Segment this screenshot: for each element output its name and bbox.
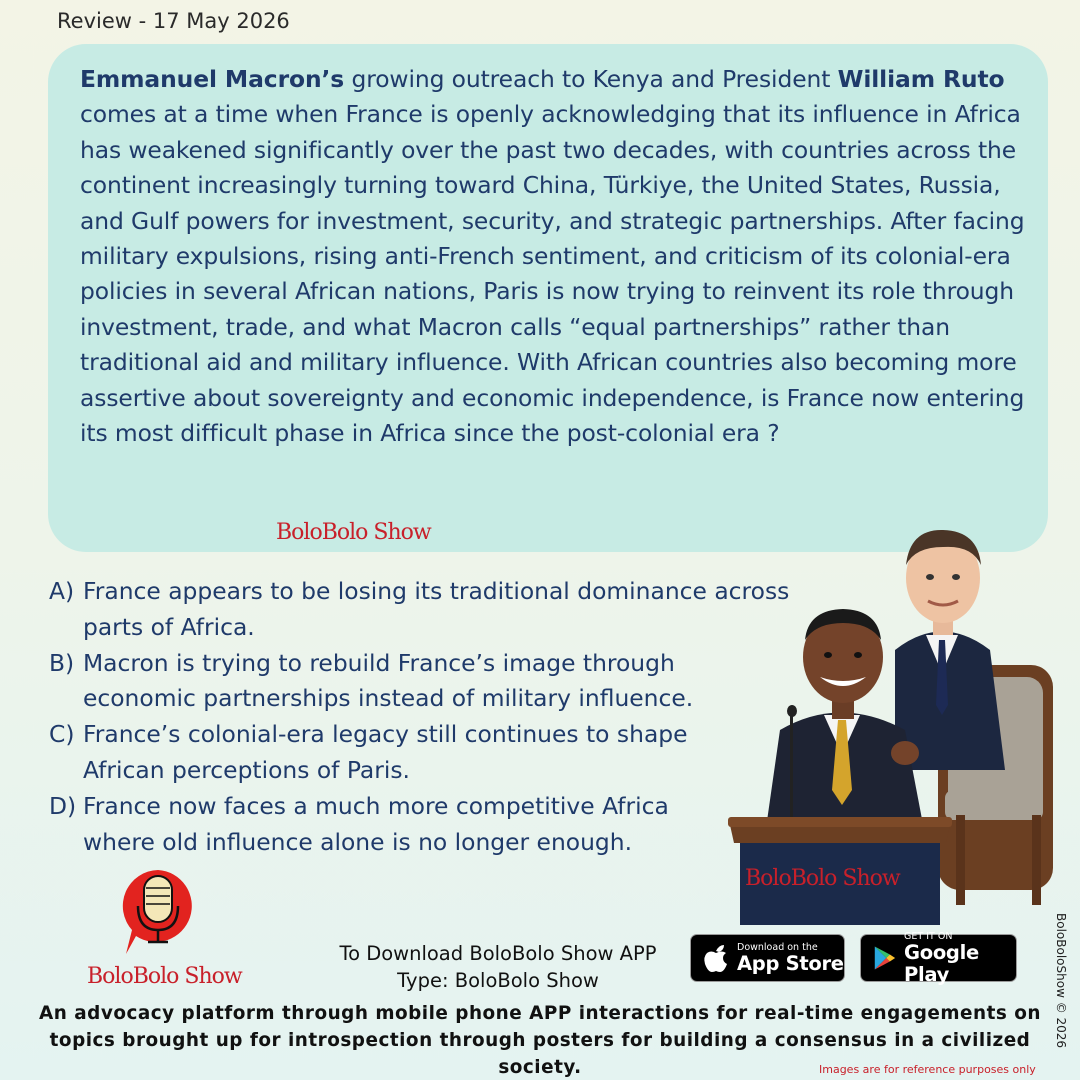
card-brand: BoloBolo Show	[276, 520, 431, 545]
logo-brand: BoloBolo Show	[87, 964, 242, 989]
tagline: An advocacy platform through mobile phone APP interactions for real-time engagements on topics brought up for introspection through posters for building a consensus in a civilized society.	[39, 1003, 1041, 1078]
google-play-small: GET IT ON	[904, 930, 953, 942]
option-letter: C)	[49, 720, 75, 749]
podium-brand: BoloBolo Show	[745, 866, 900, 891]
download-line1: To Download BoloBolo Show APP	[339, 942, 657, 965]
option-text: France now faces a much more competitive Africa where old influence alone is no longer enough.	[83, 791, 669, 856]
question-part2: comes at a time when France is openly acknowledging that its influence in Africa has weakened significantly over the past two decades, with countries across the continent increasingly turning toward China, Türkiye, the United States, Russia, and Gulf powers for investment, security, and strategic partnerships. After facing military expulsions, rising anti-French sentiment, and criticism of its colonial-era policies in several African nations, Paris is now trying to reinvent its role through investment, trade, and what Macron calls “equal partnerships” rather than traditional aid and military influence. With African countries also becoming more assertive about sovereignty and economic independence, is France now entering its most difficult phase in Africa since the post-colonial era ?	[80, 100, 1025, 448]
figure-back	[895, 530, 1005, 770]
play-icon	[873, 944, 896, 972]
name-ruto: William Ruto	[837, 65, 1005, 93]
disclaimer: Images are for reference purposes only	[819, 1063, 1036, 1076]
google-play-button[interactable]	[860, 930, 1017, 986]
option-letter: B)	[49, 648, 75, 677]
review-date: Review - 17 May 2026	[57, 9, 290, 33]
question-part1: growing outreach to Kenya and President	[344, 65, 838, 93]
option-letter: D)	[49, 791, 77, 820]
apple-icon	[703, 943, 729, 973]
download-instructions	[330, 940, 666, 994]
bolobolo-logo	[118, 866, 198, 958]
app-store-button[interactable]	[690, 934, 845, 982]
app-store-label: App Store	[737, 951, 844, 975]
download-line2: Type: BoloBolo Show	[397, 969, 599, 992]
google-play-label: Google Play	[904, 940, 979, 986]
option-letter: A)	[49, 577, 75, 605]
question-text	[80, 62, 1030, 451]
option-text: Macron is trying to rebuild France’s image through economic partnerships instead of military influence.	[83, 648, 694, 713]
name-macron: Emmanuel Macron’s	[80, 65, 345, 93]
illustration-leaders	[720, 515, 1065, 925]
app-store-small: Download on the	[737, 941, 818, 953]
option-text: France appears to be losing its traditional dominance across parts of Africa.	[83, 577, 790, 641]
copyright: BoloBoloShow © 2026	[1054, 913, 1068, 1049]
option-text: France’s colonial-era legacy still continues to shape African perceptions of Paris.	[83, 720, 688, 784]
